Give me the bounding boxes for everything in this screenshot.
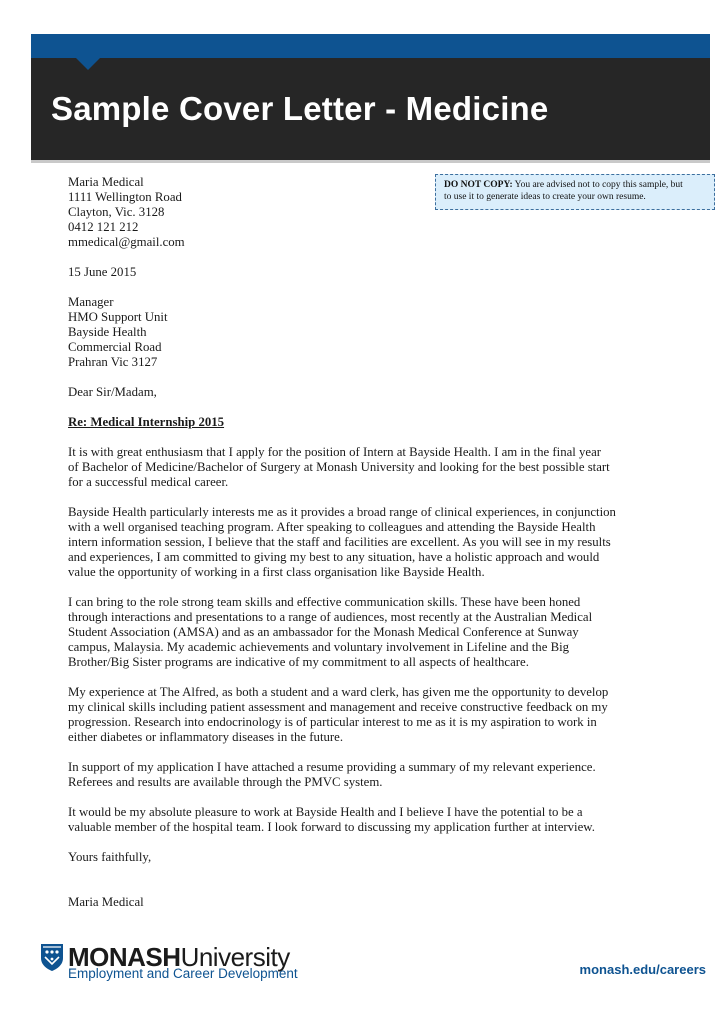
paragraph-line: for a successful medical career.	[68, 475, 229, 489]
recipient-line: HMO Support Unit	[68, 310, 168, 324]
paragraph	[68, 805, 628, 835]
header-accent-bar	[31, 34, 710, 58]
monash-shield-icon	[40, 942, 64, 972]
header-notch	[76, 58, 100, 70]
sender-line: 0412 121 212	[68, 220, 139, 234]
paragraph-line: It is with great enthusiasm that I apply for the position of Intern at Bayside Health. I am in the final year	[68, 445, 602, 459]
paragraph-line: value the opportunity of working in a first class organisation like Bayside Health.	[68, 565, 485, 579]
closing: Yours faithfully,	[68, 850, 152, 864]
paragraph-line: It would be my absolute pleasure to work at Bayside Health and I believe I have the potential to be a	[68, 805, 583, 819]
paragraph-line: Bayside Health particularly interests me as it provides a broad range of clinical experiences, in conjunction	[68, 505, 616, 519]
paragraph	[68, 760, 628, 790]
recipient-line: Prahran Vic 3127	[68, 355, 158, 369]
header-banner	[31, 58, 710, 163]
paragraph	[68, 595, 628, 670]
paragraph	[68, 685, 628, 745]
brand-monash: MONASH	[68, 942, 181, 972]
paragraph-line: through interactions and presentations to a range of audiences, most recently at the Australian Medical	[68, 610, 593, 624]
paragraph-line: I can bring to the role strong team skills and effective communication skills. These have been honed	[68, 595, 581, 609]
paragraph-line: campus, Malaysia. My academic achievements and voluntary involvement in Lifeline and the Big	[68, 640, 570, 654]
paragraph-line: Student Association (AMSA) and as an ambassador for the Monash Medical Conference at Sunway	[68, 625, 579, 639]
recipient-line: Bayside Health	[68, 325, 147, 339]
sender-line: 1111 Wellington Road	[68, 190, 182, 204]
notice-text-line-1: You are advised not to copy this sample, but	[514, 180, 683, 190]
paragraph-line: Referees and results are available through the PMVC system.	[68, 775, 383, 789]
paragraph	[68, 505, 628, 580]
paragraph	[68, 445, 628, 490]
footer-url: monash.edu/careers	[579, 962, 706, 977]
signature-name: Maria Medical	[68, 895, 144, 909]
monash-logo	[40, 942, 300, 982]
paragraph-line: my clinical skills including patient assessment and management and receive constructive feedback on my	[68, 700, 608, 714]
letter-date: 15 June 2015	[68, 265, 137, 279]
paragraph-line: Brother/Big Sister programs are indicative of my commitment to all aspects of healthcare.	[68, 655, 529, 669]
paragraph-line: In support of my application I have attached a resume providing a summary of my relevant experience.	[68, 760, 596, 774]
paragraph-line: and experiences, I am committed to giving my best to any situation, have a holistic approach and would	[68, 550, 600, 564]
brand-subtitle: Employment and Career Development	[68, 966, 298, 981]
paragraph-line: with a well organised teaching program. After speaking to colleagues and attending the Bayside Health	[68, 520, 596, 534]
subject-line: Re: Medical Internship 2015	[68, 415, 225, 429]
notice-text-line-2: to use it to generate ideas to create your own resume.	[444, 192, 646, 202]
paragraph-line: valuable member of the hospital team. I look forward to discussing my application further at interview.	[68, 820, 595, 834]
sender-email: mmedical@gmail.com	[68, 235, 185, 249]
salutation: Dear Sir/Madam,	[68, 385, 157, 399]
paragraph-line: of Bachelor of Medicine/Bachelor of Surgery at Monash University and looking for the best possible start	[68, 460, 610, 474]
sender-line: Clayton, Vic. 3128	[68, 205, 165, 219]
brand-university: University	[180, 942, 290, 972]
letter-body	[68, 175, 628, 910]
sender-address	[68, 175, 628, 250]
recipient-line: Commercial Road	[68, 340, 162, 354]
recipient-line: Manager	[68, 295, 114, 309]
recipient-address	[68, 295, 628, 370]
notice-label: DO NOT COPY:	[444, 180, 513, 190]
paragraph-line: progression. Research into endocrinology is of particular interest to me as it is my aspiration to work in	[68, 715, 597, 729]
paragraph-line: My experience at The Alfred, as both a student and a ward clerk, has given me the opportunity to develop	[68, 685, 609, 699]
sender-line: Maria Medical	[68, 175, 144, 189]
paragraph-line: either diabetes or inflammatory diseases in the future.	[68, 730, 344, 744]
paragraph-line: intern information session, I believe that the staff and facilities are excellent. As you will see in my results	[68, 535, 611, 549]
page-title: Sample Cover Letter - Medicine	[51, 90, 549, 127]
